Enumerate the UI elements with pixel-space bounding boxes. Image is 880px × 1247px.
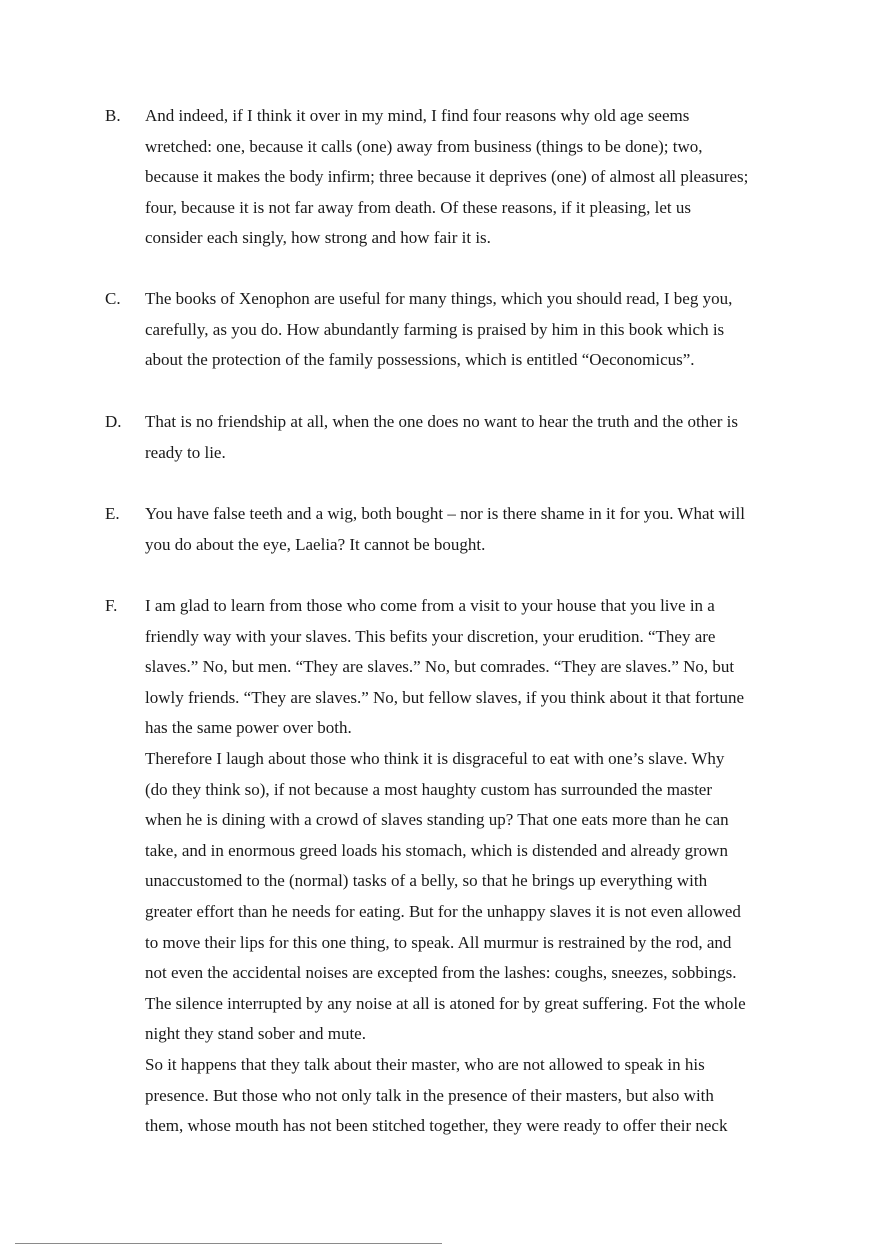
- passage-text: [145, 284, 785, 376]
- text-line: ready to lie.: [145, 442, 226, 462]
- text-line: has the same power over both.: [145, 718, 352, 738]
- text-line: I am glad to learn from those who come from a visit to your house that you live in a: [145, 596, 715, 615]
- text-line: four, because it is not far away from death. Of these reasons, if it pleasing, let us: [145, 197, 691, 217]
- text-line: not even the accidental noises are excepted from the lashes: coughs, sneezes, sobbings.: [145, 963, 737, 983]
- text-line: when he is dining with a crowd of slaves standing up? That one eats more than he can: [145, 810, 729, 830]
- passage-text: [145, 591, 785, 1142]
- text-line: because it makes the body infirm; three because it deprives (one) of almost all pleasures;: [145, 167, 749, 187]
- text-line: Therefore I laugh about those who think it is disgraceful to eat with one’s slave. Why: [145, 748, 725, 768]
- footnote-divider: [15, 1243, 442, 1244]
- passage-label: D.: [105, 412, 122, 431]
- text-line: carefully, as you do. How abundantly farming is praised by him in this book which is: [145, 319, 725, 339]
- text-line: lowly friends. “They are slaves.” No, but fellow slaves, if you think about it that fortune: [145, 687, 745, 707]
- text-line: to move their lips for this one thing, to speak. All murmur is restrained by the rod, and: [145, 932, 732, 952]
- text-line: That is no friendship at all, when the one does no want to hear the truth and the other is: [145, 412, 738, 431]
- text-line: greater effort than he needs for eating. But for the unhappy slaves it is not even allowed: [145, 901, 741, 921]
- text-line: presence. But those who not only talk in the presence of their masters, but also with: [145, 1085, 714, 1105]
- text-line: And indeed, if I think it over in my mind, I find four reasons why old age seems: [145, 106, 690, 125]
- passage-label: B.: [105, 106, 121, 125]
- passage-text: [145, 101, 785, 254]
- text-line: night they stand sober and mute.: [145, 1024, 366, 1044]
- text-line: take, and in enormous greed loads his stomach, which is distended and already grown: [145, 840, 729, 860]
- text-line: consider each singly, how strong and how fair it is.: [145, 228, 491, 248]
- passage-label: C.: [105, 289, 121, 308]
- text-line: you do about the eye, Laelia? It cannot be bought.: [145, 534, 486, 554]
- text-line: You have false teeth and a wig, both bought – nor is there shame in it for you. What will: [145, 504, 745, 523]
- text-line: slaves.” No, but men. “They are slaves.” No, but comrades. “They are slaves.” No, but: [145, 657, 735, 677]
- text-line: about the protection of the family possessions, which is entitled “Oeconomicus”.: [145, 350, 695, 370]
- text-line: (do they think so), if not because a most haughty custom has surrounded the master: [145, 779, 713, 799]
- text-line: So it happens that they talk about their master, who are not allowed to speak in his: [145, 1054, 705, 1074]
- passage-label: E.: [105, 504, 120, 523]
- passage-text: [145, 407, 785, 468]
- text-line: The silence interrupted by any noise at all is atoned for by great suffering. Fot the whole: [145, 993, 746, 1013]
- passage-text: [145, 499, 785, 560]
- text-line: unaccustomed to the (normal) tasks of a belly, so that he brings up everything with: [145, 871, 708, 891]
- passage-label: F.: [105, 596, 118, 615]
- text-line: The books of Xenophon are useful for many things, which you should read, I beg you,: [145, 289, 733, 308]
- text-line: them, whose mouth has not been stitched together, they were ready to offer their neck: [145, 1116, 728, 1136]
- text-line: wretched: one, because it calls (one) away from business (things to be done); two,: [145, 136, 703, 156]
- text-line: friendly way with your slaves. This befits your discretion, your erudition. “They are: [145, 626, 716, 646]
